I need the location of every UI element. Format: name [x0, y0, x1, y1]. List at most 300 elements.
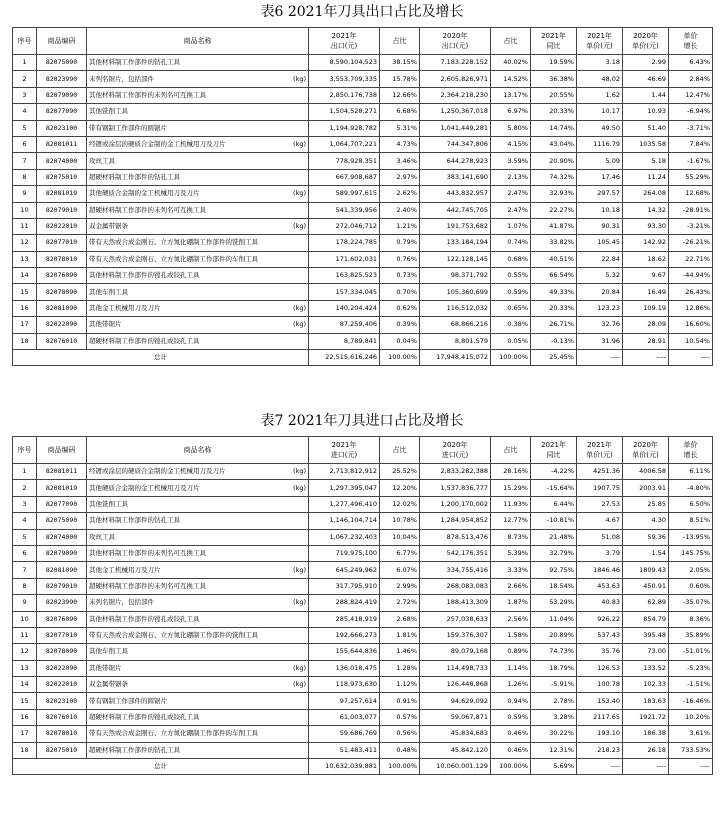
unit-price-2021: 90.31 [577, 218, 623, 234]
value-2021: 719,975,100 [309, 545, 380, 561]
price-growth: -3.71% [669, 120, 713, 136]
product-code: 82077090 [37, 496, 87, 512]
value-2020: 116,512,032 [420, 300, 491, 316]
table-row [13, 202, 713, 218]
value-2020: 268,083,083 [420, 578, 491, 594]
value-2020: 188,413,309 [420, 595, 491, 611]
product-name-cell [87, 627, 309, 643]
unit-price-2021: 5.09 [577, 153, 623, 169]
row-number: 15 [13, 284, 37, 300]
share-2021: 0.39% [380, 317, 420, 333]
product-code: 82023990 [37, 595, 87, 611]
share-2020: 3.33% [491, 562, 531, 578]
table-header-row [13, 28, 713, 55]
row-number: 3 [13, 496, 37, 512]
share-2020: 4.15% [491, 136, 531, 152]
unit-price-2020: 73.00 [623, 644, 669, 660]
unit-price-2021: 31.96 [577, 333, 623, 349]
product-code: 82079090 [37, 545, 87, 561]
share-2021: 3.46% [380, 153, 420, 169]
share-2020: 2.66% [491, 578, 531, 594]
column-header: 占比 [491, 437, 531, 464]
column-header: 占比 [380, 28, 420, 55]
value-2021: 157,334,045 [309, 284, 380, 300]
row-number: 4 [13, 513, 37, 529]
price-growth: 733.53% [669, 742, 713, 758]
unit-price-2021: 4.67 [577, 513, 623, 529]
product-name-cell [87, 300, 309, 316]
row-number: 16 [13, 300, 37, 316]
total-share-2020: 100.00% [491, 350, 531, 366]
price-growth: -28.91% [669, 202, 713, 218]
total-price-growth: ---- [669, 759, 713, 775]
price-growth: -44.94% [669, 268, 713, 284]
product-code: 82076010 [37, 333, 87, 349]
row-number: 5 [13, 120, 37, 136]
value-2021: 1,277,496,410 [309, 496, 380, 512]
unit-price-2021: 123.23 [577, 300, 623, 316]
share-2021: 10.04% [380, 529, 420, 545]
column-header: 单价 增长 [669, 28, 713, 55]
product-name: 其他硬质合金制的金工机械用刀及刀片 [89, 189, 200, 198]
yoy-growth: 20.90% [531, 153, 577, 169]
product-name-cell [87, 55, 309, 71]
row-number: 14 [13, 677, 37, 693]
share-2021: 1.81% [380, 627, 420, 643]
total-row [13, 759, 713, 775]
share-2020: 5.39% [491, 545, 531, 561]
share-2020: 0.65% [491, 300, 531, 316]
column-header: 序号 [13, 28, 37, 55]
column-header: 2020年 单价(元) [623, 28, 669, 55]
product-code: 82079090 [37, 87, 87, 103]
value-2021: 1,297,395,047 [309, 480, 380, 496]
yoy-growth: 3.28% [531, 709, 577, 725]
value-2021: 288,824,419 [309, 595, 380, 611]
yoy-growth: 20.33% [531, 104, 577, 120]
value-2020: 114,498,733 [420, 660, 491, 676]
share-2020: 0.89% [491, 644, 531, 660]
price-growth: 12.68% [669, 186, 713, 202]
share-2021: 0.73% [380, 268, 420, 284]
share-2021: 1.12% [380, 677, 420, 693]
product-unit: (kg) [293, 680, 306, 689]
value-2020: 2,605,826,971 [420, 71, 491, 87]
table-row [13, 611, 713, 627]
share-2021: 2.99% [380, 578, 420, 594]
value-2020: 542,176,351 [420, 545, 491, 561]
row-number: 1 [13, 55, 37, 71]
product-unit: (kg) [293, 598, 306, 607]
column-header: 商品编码 [37, 437, 87, 464]
product-name-cell [87, 268, 309, 284]
unit-price-2021: 453.63 [577, 578, 623, 594]
table-row [13, 545, 713, 561]
unit-price-2021: 126.53 [577, 660, 623, 676]
product-code: 82023100 [37, 120, 87, 136]
product-code: 82077010 [37, 235, 87, 251]
unit-price-2021: 537.43 [577, 627, 623, 643]
product-code: 82081019 [37, 480, 87, 496]
value-2021: 541,339,956 [309, 202, 380, 218]
value-2021: 1,504,528,271 [309, 104, 380, 120]
product-name-cell [87, 611, 309, 627]
product-code: 82075010 [37, 742, 87, 758]
row-number: 12 [13, 235, 37, 251]
yoy-growth: 53.29% [531, 595, 577, 611]
product-name: 其他铣削工具 [89, 107, 128, 116]
product-name-cell [87, 677, 309, 693]
share-2020: 0.46% [491, 742, 531, 758]
column-header: 序号 [13, 437, 37, 464]
share-2020: 1.58% [491, 627, 531, 643]
price-growth: 12.47% [669, 87, 713, 103]
price-growth: 8.51% [669, 513, 713, 529]
product-name: 其他带锯片 [89, 663, 122, 672]
value-2021: 59,686,769 [309, 726, 380, 742]
yoy-growth: 43.04% [531, 136, 577, 152]
product-unit: (kg) [293, 467, 306, 476]
yoy-growth: 20.55% [531, 87, 577, 103]
unit-price-2021: 49.50 [577, 120, 623, 136]
unit-price-2020: 4006.58 [623, 464, 669, 480]
unit-price-2021: 4251.36 [577, 464, 623, 480]
share-2020: 2.47% [491, 202, 531, 218]
product-name-cell [87, 169, 309, 185]
value-2021: 1,067,232,403 [309, 529, 380, 545]
value-2021: 178,224,785 [309, 235, 380, 251]
share-2021: 6.68% [380, 104, 420, 120]
unit-price-2021: 35.76 [577, 644, 623, 660]
product-code: 82076090 [37, 611, 87, 627]
product-name-cell [87, 284, 309, 300]
value-2021: 3,553,709,335 [309, 71, 380, 87]
value-2020: 2,364,218,230 [420, 87, 491, 103]
share-2021: 0.70% [380, 284, 420, 300]
value-2020: 1,537,836,777 [420, 480, 491, 496]
share-2020: 0.55% [491, 268, 531, 284]
share-2020: 15.29% [491, 480, 531, 496]
unit-price-2020: 109.19 [623, 300, 669, 316]
total-unit-price-2020: ---- [623, 350, 669, 366]
product-unit: (kg) [293, 565, 306, 574]
row-number: 13 [13, 251, 37, 267]
table-row [13, 120, 713, 136]
product-code: 82081090 [37, 300, 87, 316]
product-code: 82081019 [37, 186, 87, 202]
table-row [13, 693, 713, 709]
share-2021: 2.72% [380, 595, 420, 611]
unit-price-2020: 854.79 [623, 611, 669, 627]
total-label: 总计 [13, 350, 309, 366]
product-name-cell [87, 186, 309, 202]
value-2020: 94,629,092 [420, 693, 491, 709]
value-2021: 667,908,687 [309, 169, 380, 185]
unit-price-2020: 2003.91 [623, 480, 669, 496]
value-2021: 272,046,712 [309, 218, 380, 234]
yoy-growth: 19.59% [531, 55, 577, 71]
yoy-growth: 92.75% [531, 562, 577, 578]
column-header: 2021年 出口(元) [309, 28, 380, 55]
product-code: 82081011 [37, 464, 87, 480]
share-2020: 14.52% [491, 71, 531, 87]
product-name-cell [87, 464, 309, 480]
row-number: 16 [13, 709, 37, 725]
product-name: 攻丝工具 [89, 156, 115, 165]
value-2020: 1,250,367,018 [420, 104, 491, 120]
value-2020: 443,832,957 [420, 186, 491, 202]
value-2021: 51,483,411 [309, 742, 380, 758]
price-growth: 10.54% [669, 333, 713, 349]
unit-price-2020: 59.36 [623, 529, 669, 545]
value-2020: 257,038,633 [420, 611, 491, 627]
table-row [13, 300, 713, 316]
table-row [13, 153, 713, 169]
product-code: 82023100 [37, 693, 87, 709]
unit-price-2021: 10.18 [577, 202, 623, 218]
value-2021: 1,064,707,221 [309, 136, 380, 152]
row-number: 13 [13, 660, 37, 676]
product-name: 超硬材料制工作部件的未列名可互换工具 [89, 205, 206, 214]
unit-price-2021: 1907.75 [577, 480, 623, 496]
unit-price-2020: 142.92 [623, 235, 669, 251]
product-code: 82079010 [37, 202, 87, 218]
table-row [13, 742, 713, 758]
row-number: 5 [13, 529, 37, 545]
value-2020: 89,079,168 [420, 644, 491, 660]
table-row [13, 317, 713, 333]
product-name: 其他带锯片 [89, 320, 122, 329]
unit-price-2021: 297.57 [577, 186, 623, 202]
total-unit-price-2021: ---- [577, 759, 623, 775]
yoy-growth: -4.22% [531, 464, 577, 480]
column-header: 单价 增长 [669, 437, 713, 464]
product-code: 82075090 [37, 513, 87, 529]
product-name-cell [87, 235, 309, 251]
share-2021: 0.91% [380, 693, 420, 709]
product-code: 82076010 [37, 709, 87, 725]
yoy-growth: 2.78% [531, 693, 577, 709]
product-name-cell [87, 153, 309, 169]
value-2020: 7,183,228,152 [420, 55, 491, 71]
unit-price-2020: 26.18 [623, 742, 669, 758]
row-number: 6 [13, 136, 37, 152]
product-unit: (kg) [293, 663, 306, 672]
value-2021: 136,018,475 [309, 660, 380, 676]
product-code: 82078090 [37, 284, 87, 300]
share-2021: 2.62% [380, 186, 420, 202]
row-number: 6 [13, 545, 37, 561]
yoy-growth: -0.13% [531, 333, 577, 349]
yoy-growth: 18.54% [531, 578, 577, 594]
price-growth: 145.75% [669, 545, 713, 561]
table-row [13, 529, 713, 545]
value-2020: 1,284,954,852 [420, 513, 491, 529]
product-name: 其他材料制工作部件的未列名可互换工具 [89, 549, 206, 558]
value-2020: 98,371,792 [420, 268, 491, 284]
product-code: 82075090 [37, 55, 87, 71]
total-unit-price-2020: ---- [623, 759, 669, 775]
row-number: 8 [13, 578, 37, 594]
unit-price-2020: 1.54 [623, 545, 669, 561]
unit-price-2020: 18.62 [623, 251, 669, 267]
product-code: 82077090 [37, 104, 87, 120]
share-2020: 1.87% [491, 595, 531, 611]
product-name-cell [87, 545, 309, 561]
unit-price-2020: 1.44 [623, 87, 669, 103]
value-2021: 285,418,919 [309, 611, 380, 627]
value-2021: 589,997,615 [309, 186, 380, 202]
row-number: 17 [13, 317, 37, 333]
value-2021: 8,590,104,523 [309, 55, 380, 71]
value-2021: 140,204,424 [309, 300, 380, 316]
column-header: 2021年 同比 [531, 28, 577, 55]
share-2021: 0.76% [380, 251, 420, 267]
value-2021: 317,795,910 [309, 578, 380, 594]
total-share-2021: 100.00% [380, 350, 420, 366]
row-number: 2 [13, 480, 37, 496]
unit-price-2020: 4.30 [623, 513, 669, 529]
unit-price-2020: 264.08 [623, 186, 669, 202]
unit-price-2021: 20.84 [577, 284, 623, 300]
product-code: 82081090 [37, 562, 87, 578]
column-header: 2020年 出口(元) [420, 28, 491, 55]
product-name: 其他金工机械用刀及刀片 [89, 304, 161, 313]
product-name: 超硬材料制工作部件的镗孔或铰孔工具 [89, 336, 200, 345]
unit-price-2021: 10.17 [577, 104, 623, 120]
row-number: 7 [13, 562, 37, 578]
product-code: 82081011 [37, 136, 87, 152]
value-2020: 442,745,705 [420, 202, 491, 218]
column-header: 2021年 单价(元) [577, 28, 623, 55]
price-growth: 8.36% [669, 611, 713, 627]
row-number: 15 [13, 693, 37, 709]
share-2021: 2.68% [380, 611, 420, 627]
share-2021: 0.62% [380, 300, 420, 316]
value-2021: 155,644,836 [309, 644, 380, 660]
price-growth: -5.23% [669, 660, 713, 676]
unit-price-2021: 1116.79 [577, 136, 623, 152]
product-name-cell [87, 480, 309, 496]
product-name: 未列名锯片，包括部件 [89, 74, 154, 83]
share-2021: 5.31% [380, 120, 420, 136]
price-growth: 10.20% [669, 709, 713, 725]
product-name-cell [87, 529, 309, 545]
unit-price-2020: 1921.72 [623, 709, 669, 725]
yoy-growth: 20.89% [531, 627, 577, 643]
yoy-growth: 21.48% [531, 529, 577, 545]
row-number: 9 [13, 186, 37, 202]
price-growth: 7.84% [669, 136, 713, 152]
total-row [13, 350, 713, 366]
product-name: 双金属带锯条 [89, 680, 128, 689]
share-2021: 12.66% [380, 87, 420, 103]
unit-price-2020: 1035.58 [623, 136, 669, 152]
unit-price-2020: 450.91 [623, 578, 669, 594]
value-2021: 645,249,962 [309, 562, 380, 578]
unit-price-2020: 62.89 [623, 595, 669, 611]
price-growth: 35.89% [669, 627, 713, 643]
price-growth: -13.95% [669, 529, 713, 545]
table-row [13, 480, 713, 496]
product-code: 82076090 [37, 268, 87, 284]
value-2020: 133,184,194 [420, 235, 491, 251]
unit-price-2021: 105.45 [577, 235, 623, 251]
share-2021: 38.15% [380, 55, 420, 71]
value-2021: 61,003,077 [309, 709, 380, 725]
share-2021: 25.52% [380, 464, 420, 480]
price-growth: 6.11% [669, 464, 713, 480]
row-number: 4 [13, 104, 37, 120]
price-growth: 55.29% [669, 169, 713, 185]
unit-price-2021: 100.78 [577, 677, 623, 693]
table-row [13, 218, 713, 234]
total-price-growth: ---- [669, 350, 713, 366]
row-number: 11 [13, 627, 37, 643]
yoy-growth: 11.04% [531, 611, 577, 627]
price-growth: -26.21% [669, 235, 713, 251]
product-name: 超硬材料制工作部件的钻孔工具 [89, 172, 180, 181]
unit-price-2020: 183.63 [623, 693, 669, 709]
product-code: 82022090 [37, 317, 87, 333]
share-2021: 15.78% [380, 71, 420, 87]
yoy-growth: 26.71% [531, 317, 577, 333]
product-unit: (kg) [293, 483, 306, 492]
unit-price-2021: 1846.46 [577, 562, 623, 578]
product-name-cell [87, 595, 309, 611]
total-value-2021: 22,515,616,246 [309, 350, 380, 366]
share-2020: 1.14% [491, 660, 531, 676]
row-number: 7 [13, 153, 37, 169]
product-code: 82074000 [37, 153, 87, 169]
unit-price-2020: 9.67 [623, 268, 669, 284]
product-name: 其他材料制工作部件的镗孔或铰孔工具 [89, 614, 200, 623]
price-growth: 22.71% [669, 251, 713, 267]
table-row [13, 104, 713, 120]
product-name: 带有钢制工作部件的圆锯片 [89, 123, 167, 132]
table-row [13, 496, 713, 512]
share-2020: 8.73% [491, 529, 531, 545]
table-row [13, 726, 713, 742]
share-2020: 1.26% [491, 677, 531, 693]
price-growth: -51.01% [669, 644, 713, 660]
product-name-cell [87, 218, 309, 234]
unit-price-2021: 17.46 [577, 169, 623, 185]
yoy-growth: 14.74% [531, 120, 577, 136]
table6-title: 表6 2021年刀具出口占比及增长 [260, 4, 464, 20]
share-2021: 0.79% [380, 235, 420, 251]
yoy-growth: -10.81% [531, 513, 577, 529]
column-header: 2021年 单价(元) [577, 437, 623, 464]
share-2020: 0.05% [491, 333, 531, 349]
row-number: 10 [13, 202, 37, 218]
table-row [13, 55, 713, 71]
product-name: 带有天然或合成金刚石、立方氮化硼制工作部件的车削工具 [89, 254, 258, 263]
table-row [13, 627, 713, 643]
share-2020: 13.17% [491, 87, 531, 103]
value-2020: 105,360,699 [420, 284, 491, 300]
value-2020: 122,128,145 [420, 251, 491, 267]
product-name: 其他材料制工作部件的未列名可互换工具 [89, 90, 206, 99]
product-name-cell [87, 742, 309, 758]
total-share-2021: 100.00% [380, 759, 420, 775]
yoy-growth: 32.79% [531, 545, 577, 561]
import-table [12, 436, 713, 775]
table-row [13, 660, 713, 676]
price-growth: 6.50% [669, 496, 713, 512]
product-name-cell [87, 709, 309, 725]
product-name: 带有钢制工作部件的圆锯片 [89, 696, 167, 705]
